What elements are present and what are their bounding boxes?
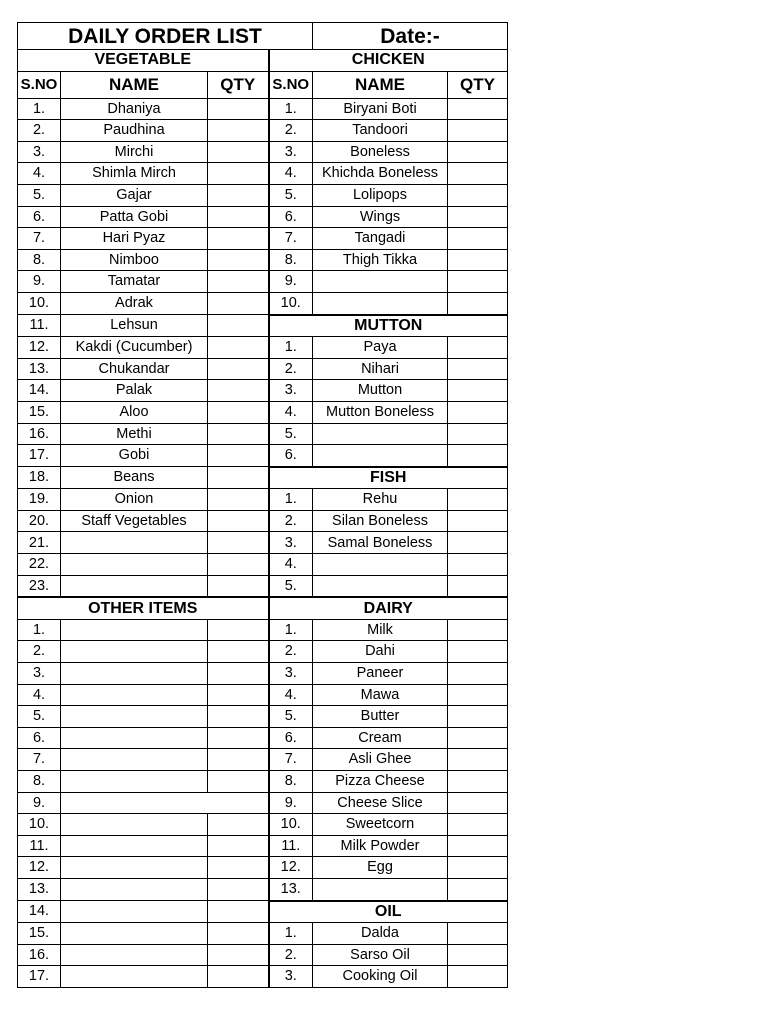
qty-cell[interactable] xyxy=(448,292,508,314)
qty-cell[interactable] xyxy=(208,271,269,293)
item-sno: 1. xyxy=(269,619,313,641)
item-name: Milk xyxy=(313,619,448,641)
qty-cell[interactable] xyxy=(208,878,269,900)
item-sno: 23. xyxy=(18,575,61,597)
qty-cell[interactable] xyxy=(448,857,508,879)
table-row xyxy=(18,141,508,163)
qty-cell[interactable] xyxy=(448,663,508,685)
table-row xyxy=(18,249,508,271)
item-name: Biryani Boti xyxy=(313,98,448,120)
title-row xyxy=(18,23,508,50)
table-row xyxy=(18,228,508,250)
qty-cell[interactable] xyxy=(208,98,269,120)
item-sno: 7. xyxy=(269,749,313,771)
item-sno: 2. xyxy=(269,120,313,142)
table-row xyxy=(18,706,508,728)
item-sno: 10. xyxy=(269,814,313,836)
item-name: Pizza Cheese xyxy=(313,771,448,793)
item-sno: 4. xyxy=(18,163,61,185)
table-row xyxy=(18,271,508,293)
item-name xyxy=(313,423,448,445)
item-sno: 5. xyxy=(269,423,313,445)
daily-order-table xyxy=(17,22,508,988)
item-name xyxy=(61,771,208,793)
item-name: Thigh Tikka xyxy=(313,249,448,271)
item-sno: 6. xyxy=(269,727,313,749)
item-name: Gobi xyxy=(61,445,208,467)
item-name: Tandoori xyxy=(313,120,448,142)
qty-cell[interactable] xyxy=(208,901,269,923)
item-sno: 12. xyxy=(18,337,61,359)
item-name: Milk Powder xyxy=(313,835,448,857)
item-name xyxy=(313,554,448,576)
table-row xyxy=(18,315,508,337)
qty-cell[interactable] xyxy=(208,141,269,163)
section-title-other-items: OTHER ITEMS xyxy=(18,597,269,619)
qty-cell[interactable] xyxy=(208,467,269,489)
table-row xyxy=(18,120,508,142)
item-sno: 13. xyxy=(269,878,313,900)
item-sno: 4. xyxy=(269,554,313,576)
item-sno: 7. xyxy=(269,228,313,250)
item-name: Lolipops xyxy=(313,184,448,206)
qty-cell[interactable] xyxy=(448,923,508,945)
top-section-row xyxy=(18,50,508,72)
qty-cell[interactable] xyxy=(208,315,269,337)
item-sno: 5. xyxy=(269,184,313,206)
table-row xyxy=(18,358,508,380)
qty-cell[interactable] xyxy=(448,749,508,771)
item-name xyxy=(61,878,208,900)
section-title-dairy: DAIRY xyxy=(269,597,508,619)
item-name: Methi xyxy=(61,423,208,445)
qty-cell[interactable] xyxy=(448,228,508,250)
qty-cell[interactable] xyxy=(208,663,269,685)
item-name: Mutton Boneless xyxy=(313,401,448,423)
item-name: Samal Boneless xyxy=(313,532,448,554)
item-name: Wings xyxy=(313,206,448,228)
item-name xyxy=(61,857,208,879)
table-row xyxy=(18,966,508,988)
item-name: Sarso Oil xyxy=(313,944,448,966)
item-name xyxy=(61,619,208,641)
table-row xyxy=(18,771,508,793)
qty-cell[interactable] xyxy=(448,206,508,228)
item-sno: 2. xyxy=(269,358,313,380)
qty-cell[interactable] xyxy=(448,249,508,271)
item-sno: 2. xyxy=(18,641,61,663)
qty-cell[interactable] xyxy=(448,141,508,163)
table-row xyxy=(18,163,508,185)
item-sno: 3. xyxy=(269,141,313,163)
table-row xyxy=(18,184,508,206)
item-name xyxy=(61,532,208,554)
table-row xyxy=(18,923,508,945)
item-sno: 18. xyxy=(18,467,61,489)
table-row xyxy=(18,337,508,359)
item-sno: 1. xyxy=(269,98,313,120)
table-row xyxy=(18,532,508,554)
item-sno: 3. xyxy=(18,141,61,163)
item-name: Nimboo xyxy=(61,249,208,271)
item-name xyxy=(313,271,448,293)
qty-cell[interactable] xyxy=(448,401,508,423)
item-name xyxy=(61,554,208,576)
item-name: Onion xyxy=(61,489,208,511)
item-sno: 7. xyxy=(18,228,61,250)
item-name: Hari Pyaz xyxy=(61,228,208,250)
item-sno: 1. xyxy=(18,98,61,120)
table-row xyxy=(18,901,508,923)
item-sno: 15. xyxy=(18,923,61,945)
qty-cell[interactable] xyxy=(208,292,269,314)
item-name: Cooking Oil xyxy=(313,966,448,988)
item-name: Mirchi xyxy=(61,141,208,163)
item-sno: 3. xyxy=(269,663,313,685)
table-row xyxy=(18,641,508,663)
item-name xyxy=(313,878,448,900)
item-name: Paneer xyxy=(313,663,448,685)
qty-cell[interactable] xyxy=(448,271,508,293)
table-row xyxy=(18,878,508,900)
qty-cell[interactable] xyxy=(208,532,269,554)
qty-cell[interactable] xyxy=(208,771,269,793)
item-sno: 2. xyxy=(269,641,313,663)
item-name: Palak xyxy=(61,380,208,402)
item-name xyxy=(61,641,208,663)
qty-cell[interactable] xyxy=(208,749,269,771)
qty-cell[interactable] xyxy=(448,835,508,857)
item-sno: 5. xyxy=(269,575,313,597)
item-name: Boneless xyxy=(313,141,448,163)
item-name: Gajar xyxy=(61,184,208,206)
item-sno: 11. xyxy=(18,835,61,857)
item-sno: 6. xyxy=(18,727,61,749)
qty-cell[interactable] xyxy=(208,337,269,359)
header-sno: S.NO xyxy=(269,71,313,98)
item-sno: 8. xyxy=(269,249,313,271)
table-row xyxy=(18,292,508,314)
table-row xyxy=(18,401,508,423)
qty-cell[interactable] xyxy=(448,619,508,641)
table-row xyxy=(18,467,508,489)
item-sno: 14. xyxy=(18,380,61,402)
item-name xyxy=(313,575,448,597)
qty-cell[interactable] xyxy=(448,120,508,142)
item-sno: 8. xyxy=(18,249,61,271)
table-row xyxy=(18,597,508,619)
item-name: Dalda xyxy=(313,923,448,945)
item-name xyxy=(61,901,208,923)
table-row xyxy=(18,510,508,532)
qty-cell[interactable] xyxy=(208,401,269,423)
qty-cell[interactable] xyxy=(448,966,508,988)
section-title-mutton: MUTTON xyxy=(269,315,508,337)
table-row xyxy=(18,489,508,511)
qty-cell[interactable] xyxy=(448,445,508,467)
item-sno: 22. xyxy=(18,554,61,576)
qty-cell[interactable] xyxy=(448,878,508,900)
item-sno: 12. xyxy=(269,857,313,879)
qty-cell[interactable] xyxy=(208,249,269,271)
item-sno: 10. xyxy=(18,814,61,836)
date-label: Date:- xyxy=(313,23,508,50)
item-name xyxy=(61,727,208,749)
item-sno: 4. xyxy=(18,684,61,706)
item-sno: 19. xyxy=(18,489,61,511)
item-name: Mawa xyxy=(313,684,448,706)
item-sno: 2. xyxy=(269,944,313,966)
table-row xyxy=(18,445,508,467)
item-sno: 17. xyxy=(18,966,61,988)
qty-cell[interactable] xyxy=(448,771,508,793)
header-sno: S.NO xyxy=(18,71,61,98)
item-sno: 20. xyxy=(18,510,61,532)
item-sno: 8. xyxy=(18,771,61,793)
header-name: NAME xyxy=(61,71,208,98)
item-name: Khichda Boneless xyxy=(313,163,448,185)
qty-cell[interactable] xyxy=(208,445,269,467)
item-name: Aloo xyxy=(61,401,208,423)
qty-cell[interactable] xyxy=(208,358,269,380)
table-row xyxy=(18,857,508,879)
item-sno: 11. xyxy=(269,835,313,857)
qty-cell[interactable] xyxy=(208,706,269,728)
item-name: Dhaniya xyxy=(61,98,208,120)
item-name xyxy=(61,749,208,771)
item-sno: 21. xyxy=(18,532,61,554)
qty-cell[interactable] xyxy=(448,532,508,554)
qty-cell[interactable] xyxy=(208,684,269,706)
qty-cell[interactable] xyxy=(448,706,508,728)
item-name: Egg xyxy=(313,857,448,879)
qty-cell[interactable] xyxy=(208,380,269,402)
item-name: Silan Boneless xyxy=(313,510,448,532)
item-name: Cheese Slice xyxy=(313,792,448,814)
item-sno: 2. xyxy=(18,120,61,142)
qty-cell[interactable] xyxy=(448,163,508,185)
qty-cell[interactable] xyxy=(448,98,508,120)
item-sno: 3. xyxy=(269,532,313,554)
table-row xyxy=(18,423,508,445)
item-name: Cream xyxy=(313,727,448,749)
qty-cell[interactable] xyxy=(208,206,269,228)
qty-cell[interactable] xyxy=(448,944,508,966)
item-sno: 3. xyxy=(269,966,313,988)
item-sno: 9. xyxy=(18,271,61,293)
item-name xyxy=(61,966,208,988)
qty-cell[interactable] xyxy=(208,228,269,250)
item-sno: 5. xyxy=(18,184,61,206)
table-row xyxy=(18,727,508,749)
header-name: NAME xyxy=(313,71,448,98)
qty-cell[interactable] xyxy=(448,510,508,532)
item-sno: 4. xyxy=(269,163,313,185)
qty-cell[interactable] xyxy=(208,641,269,663)
item-sno: 8. xyxy=(269,771,313,793)
item-name: Patta Gobi xyxy=(61,206,208,228)
item-name xyxy=(61,814,208,836)
qty-cell[interactable] xyxy=(448,575,508,597)
table-row xyxy=(18,684,508,706)
table-row xyxy=(18,619,508,641)
qty-cell[interactable] xyxy=(208,423,269,445)
table-row xyxy=(18,206,508,228)
table-row xyxy=(18,792,508,814)
qty-cell[interactable] xyxy=(448,641,508,663)
item-sno: 16. xyxy=(18,423,61,445)
item-name xyxy=(61,944,208,966)
item-sno: 9. xyxy=(18,792,61,814)
qty-cell[interactable] xyxy=(208,120,269,142)
item-name xyxy=(61,684,208,706)
item-sno: 13. xyxy=(18,358,61,380)
item-name: Dahi xyxy=(313,641,448,663)
item-sno: 11. xyxy=(18,315,61,337)
qty-cell[interactable] xyxy=(208,814,269,836)
table-row xyxy=(18,749,508,771)
item-name: Nihari xyxy=(313,358,448,380)
item-name: Staff Vegetables xyxy=(61,510,208,532)
item-name: Sweetcorn xyxy=(313,814,448,836)
qty-cell[interactable] xyxy=(448,489,508,511)
table-row xyxy=(18,663,508,685)
item-sno: 12. xyxy=(18,857,61,879)
item-name: Asli Ghee xyxy=(313,749,448,771)
qty-cell[interactable] xyxy=(448,423,508,445)
item-name: Adrak xyxy=(61,292,208,314)
item-name xyxy=(61,923,208,945)
item-sno: 3. xyxy=(18,663,61,685)
table-row xyxy=(18,814,508,836)
item-sno: 1. xyxy=(269,337,313,359)
item-sno: 10. xyxy=(18,292,61,314)
qty-cell[interactable] xyxy=(448,684,508,706)
qty-cell[interactable] xyxy=(208,489,269,511)
qty-cell[interactable] xyxy=(208,835,269,857)
item-name: Butter xyxy=(313,706,448,728)
item-name xyxy=(61,835,208,857)
qty-cell[interactable] xyxy=(448,792,508,814)
section-title-vegetable: VEGETABLE xyxy=(18,50,269,72)
table-row xyxy=(18,835,508,857)
section-title-oil: OIL xyxy=(269,901,508,923)
qty-cell[interactable] xyxy=(448,727,508,749)
qty-cell[interactable] xyxy=(448,337,508,359)
table-row xyxy=(18,554,508,576)
item-name: Chukandar xyxy=(61,358,208,380)
item-sno: 6. xyxy=(18,206,61,228)
qty-cell[interactable] xyxy=(448,814,508,836)
qty-cell[interactable] xyxy=(208,857,269,879)
item-sno: 15. xyxy=(18,401,61,423)
item-sno: 2. xyxy=(269,510,313,532)
item-sno: 5. xyxy=(269,706,313,728)
qty-cell[interactable] xyxy=(208,944,269,966)
item-sno: 13. xyxy=(18,878,61,900)
item-name: Paya xyxy=(313,337,448,359)
qty-cell[interactable] xyxy=(208,727,269,749)
item-sno: 3. xyxy=(269,380,313,402)
item-name xyxy=(313,445,448,467)
item-name: Mutton xyxy=(313,380,448,402)
qty-cell[interactable] xyxy=(448,184,508,206)
item-sno: 16. xyxy=(18,944,61,966)
item-sno: 17. xyxy=(18,445,61,467)
table-row xyxy=(18,380,508,402)
item-name: Tangadi xyxy=(313,228,448,250)
table-row xyxy=(18,944,508,966)
table-row xyxy=(18,575,508,597)
qty-cell[interactable] xyxy=(208,554,269,576)
item-sno: 5. xyxy=(18,706,61,728)
item-name xyxy=(61,575,208,597)
qty-cell[interactable] xyxy=(208,510,269,532)
item-name xyxy=(61,706,208,728)
item-name xyxy=(61,663,208,685)
item-name xyxy=(313,292,448,314)
header-qty: QTY xyxy=(448,71,508,98)
item-sno: 7. xyxy=(18,749,61,771)
sheet-title: DAILY ORDER LIST xyxy=(18,23,313,50)
item-sno: 14. xyxy=(18,901,61,923)
qty-cell[interactable] xyxy=(448,358,508,380)
item-sno: 6. xyxy=(269,445,313,467)
item-sno: 9. xyxy=(269,271,313,293)
item-name: Shimla Mirch xyxy=(61,163,208,185)
order-table-body xyxy=(18,23,508,988)
table-row xyxy=(18,98,508,120)
item-sno: 10. xyxy=(269,292,313,314)
section-title-fish: FISH xyxy=(269,467,508,489)
section-title-chicken: CHICKEN xyxy=(269,50,508,72)
item-name xyxy=(61,792,269,814)
qty-cell[interactable] xyxy=(208,575,269,597)
item-name: Rehu xyxy=(313,489,448,511)
qty-cell[interactable] xyxy=(448,380,508,402)
item-name: Lehsun xyxy=(61,315,208,337)
item-name: Tamatar xyxy=(61,271,208,293)
qty-cell[interactable] xyxy=(208,163,269,185)
item-name: Kakdi (Cucumber) xyxy=(61,337,208,359)
item-sno: 4. xyxy=(269,684,313,706)
item-sno: 1. xyxy=(269,489,313,511)
item-sno: 1. xyxy=(269,923,313,945)
item-name: Beans xyxy=(61,467,208,489)
item-sno: 9. xyxy=(269,792,313,814)
qty-cell[interactable] xyxy=(208,966,269,988)
item-sno: 1. xyxy=(18,619,61,641)
qty-cell[interactable] xyxy=(208,619,269,641)
qty-cell[interactable] xyxy=(448,554,508,576)
item-sno: 6. xyxy=(269,206,313,228)
header-qty: QTY xyxy=(208,71,269,98)
qty-cell[interactable] xyxy=(208,184,269,206)
column-header-row xyxy=(18,71,508,98)
qty-cell[interactable] xyxy=(208,923,269,945)
item-name: Paudhina xyxy=(61,120,208,142)
item-sno: 4. xyxy=(269,401,313,423)
